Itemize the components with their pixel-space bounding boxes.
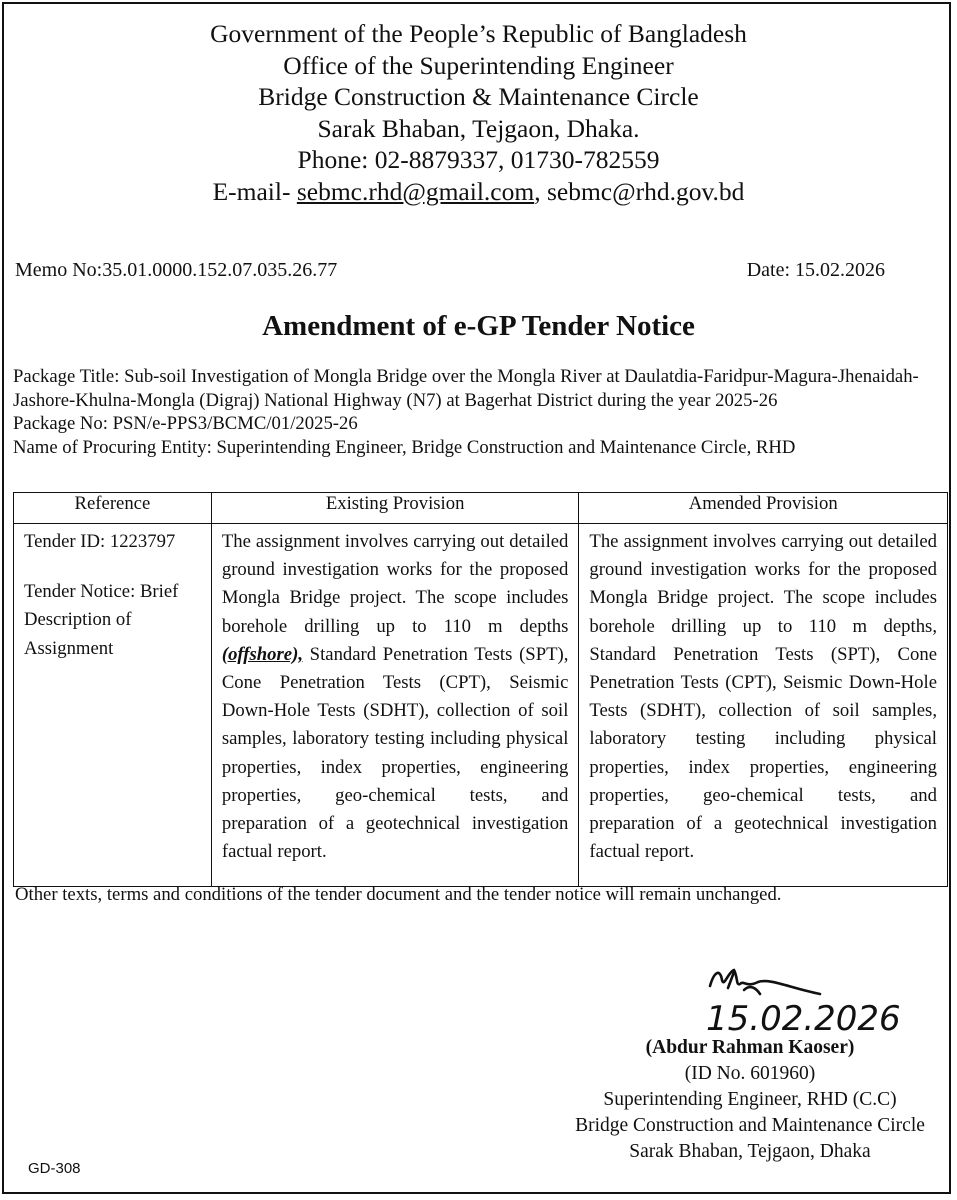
signatory-block [560,1035,940,1165]
package-number: Package No: PSN/e-PPS3/BCMC/01/2025-26 [13,413,358,435]
email-line [0,176,957,208]
signatory-address: Sarak Bhaban, Tejgaon, Dhaka [629,1141,871,1162]
amendment-table [13,492,948,887]
email-link-gmail[interactable]: sebmc.rhd@gmail.com [296,176,535,206]
email-link-rhd[interactable]: sebmc@rhd.gov.bd [546,176,745,206]
reference-description: Tender Notice: Brief Description of Assignment [24,581,179,659]
circle-line: Bridge Construction & Maintenance Circle [258,82,699,112]
letterhead [0,18,957,208]
page-title: Amendment of e-GP Tender Notice [262,310,695,342]
signatory-id: (ID No. 601960) [684,1063,816,1084]
government-line: Government of the People’s Republic of Bangladesh [210,19,747,48]
email-separator: , [534,176,547,206]
unchanged-note: Other texts, terms and conditions of the tender document and the tender notice will remain unchanged. [15,884,782,905]
signatory-name: (Abdur Rahman Kaoser) [645,1037,855,1058]
package-info [13,365,948,460]
amended-provision-cell: The assignment involves carrying out detailed ground investigation works for the proposed Mongla Bridge project. The scope includes borehole drilling up to 110 m depths, Standard Penetration Tests (SPT), Cone Penetration Tests (CPT), Seismic Down-Hole Tests (SDHT), collection of soil samples, laboratory testing including physical properties, index properties, engineering properties, geo-chemical tests, and preparation of a geotechnical investigation factual report. [579,524,948,887]
tender-id: Tender ID: 1223797 [24,531,176,552]
table-row [14,524,948,887]
existing-provision-cell [211,524,579,887]
offshore-highlight: (offshore), [221,643,303,665]
header-existing: Existing Provision [211,493,579,524]
phone-line: Phone: 02-8879337, 01730-782559 [297,145,660,175]
package-title: Package Title: Sub-soil Investigation of Mongla Bridge over the Mongla River at Daulatdia-Faridpur-Magura-Jhenaidah-Jashore-Khulna-Mongla (Digraj) National Highway (N7) at Bagerhat District during the year 2025-26 [13,366,919,411]
document-code: GD-308 [28,1160,81,1177]
address-line: Sarak Bhaban, Tejgaon, Dhaka. [317,113,640,143]
signatory-designation: Superintending Engineer, RHD (C.C) [603,1089,897,1110]
handwritten-signature-date [700,958,940,1038]
office-line: Office of the Superintending Engineer [283,50,674,80]
memo-date: Date: 15.02.2026 [746,259,885,281]
header-amended: Amended Provision [579,493,948,524]
handwritten-date-text: 15.02.2026 [706,999,901,1038]
existing-text-before: The assignment involves carrying out detailed ground investigation works for the proposed Mongla Bridge project. The scope includes borehole drilling up to 110 m depths [221,531,569,637]
existing-text-after: Standard Penetration Tests (SPT), Cone Penetration Tests (CPT), Seismic Down-Hole Tests (SDHT), collection of soil samples, laboratory testing including physical properties, index properties, engineering properties, geo-chemical tests, and preparation of a geotechnical investigation factual report. [221,643,569,863]
signatory-office: Bridge Construction and Maintenance Circle [575,1115,925,1136]
memo-number: Memo No:35.01.0000.152.07.035.26.77 [15,259,338,281]
memo-row [15,259,885,282]
email-prefix: E-mail- [212,176,297,206]
reference-cell [14,524,212,887]
procuring-entity: Name of Procuring Entity: Superintending Engineer, Bridge Construction and Maintenance Circle, RHD [13,437,796,459]
table-header-row [14,493,948,524]
header-reference: Reference [14,493,212,524]
